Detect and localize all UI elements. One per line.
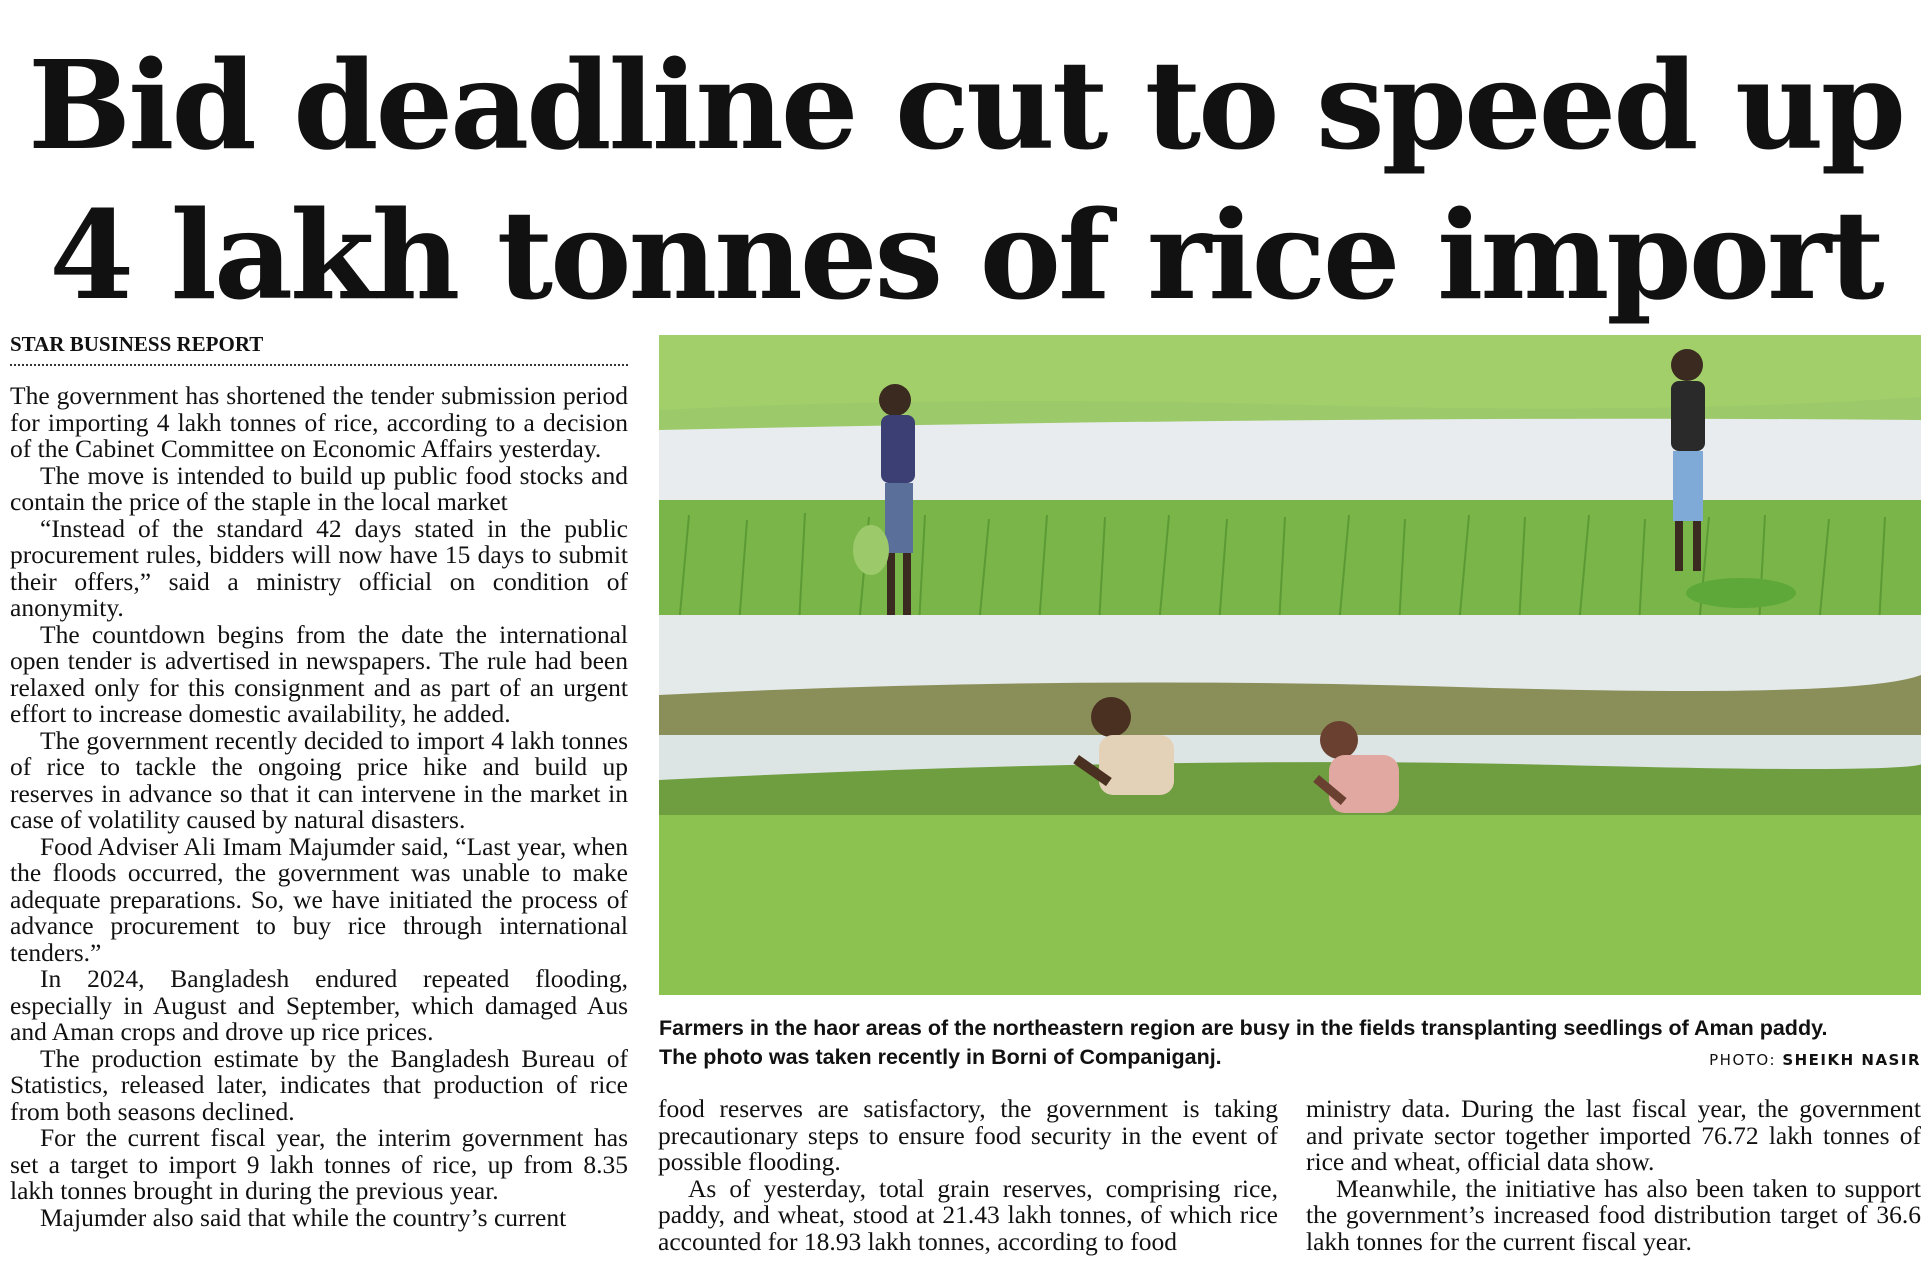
paragraph: Meanwhile, the initiative has also been taken to support the government’s increased food distribution target of 36.6 lakh tonnes for the current fiscal year. (1306, 1173, 1921, 1256)
paragraph: The countdown begins from the date the international open tender is advertised in newspapers. The rule had been relaxed only for this consignment and as part of an urgent effort to increase domestic availability, he added. (10, 619, 628, 728)
caption-line-1: Farmers in the haor areas of the northeastern region are busy in the fields transplanting seedlings of Aman paddy. (659, 1016, 1828, 1040)
paragraph: Majumder also said that while the country’s current (40, 1202, 567, 1232)
paragraph: Food Adviser Ali Imam Majumder said, “Last year, when the floods occurred, the government was unable to make adequate preparations. So, we have initiated the process of advance procurement to buy rice through international tenders.” (10, 831, 628, 967)
paragraph: food reserves are satisfactory, the government is taking precautionary steps to ensure food security in the event of possible flooding. (658, 1096, 1278, 1176)
news-photo (659, 335, 1921, 995)
paragraph: The move is intended to build up public food stocks and contain the price of the staple in the local market (10, 460, 628, 516)
paragraph: The government has shortened the tender submission period for importing 4 lakh tonnes of rice, according to a decision of the Cabinet Committee on Economic Affairs yesterday. (10, 383, 628, 463)
paragraph: ministry data. During the last fiscal year, the government and private sector together imported 76.72 lakh tonnes of rice and wheat, official data show. (1306, 1096, 1921, 1176)
byline: STAR BUSINESS REPORT (10, 330, 628, 366)
credit-label: PHOTO: (1709, 1051, 1777, 1069)
paragraph: For the current fiscal year, the interim government has set a target to import 9 lakh tonnes of rice, up from 8.35 lakh tonnes brought in during the previous year. (10, 1123, 628, 1205)
credit-name: SHEIKH NASIR (1782, 1051, 1921, 1069)
photo-credit (1709, 1051, 1921, 1069)
headline-line-2: 4 lakh tonnes of rice import (49, 183, 1882, 327)
caption-line-2: The photo was taken recently in Borni of Companiganj. (659, 1045, 1222, 1069)
paragraph: “Instead of the standard 42 days stated in the public procurement rules, bidders will now have 15 days to submit their offers,” said a ministry official on condition of anonymity. (10, 513, 628, 622)
paragraph: The government recently decided to import 4 lakh tonnes of rice to tackle the ongoing price hike and build up reserves in advance so that it can intervene in the market in case of volatility caused by natural disasters. (10, 725, 628, 834)
article-column-2 (658, 1096, 1278, 1273)
article-column-3 (1306, 1096, 1921, 1273)
paragraph: The production estimate by the Bangladesh Bureau of Statistics, released later, indicates that production of rice from both seasons declined. (10, 1043, 628, 1126)
paragraph: In 2024, Bangladesh endured repeated flooding, especially in August and September, which damaged Aus and Aman crops and drove up rice prices. (10, 964, 628, 1046)
headline (0, 30, 1931, 330)
paddy-field-illustration (659, 335, 1921, 995)
headline-line-1: Bid deadline cut to speed up (27, 33, 1904, 177)
article-column-1 (10, 383, 628, 1273)
paragraph: As of yesterday, total grain reserves, comprising rice, paddy, and wheat, stood at 21.43 lakh tonnes, of which rice accounted for 18.93 lakh tonnes, according to food (658, 1173, 1278, 1256)
